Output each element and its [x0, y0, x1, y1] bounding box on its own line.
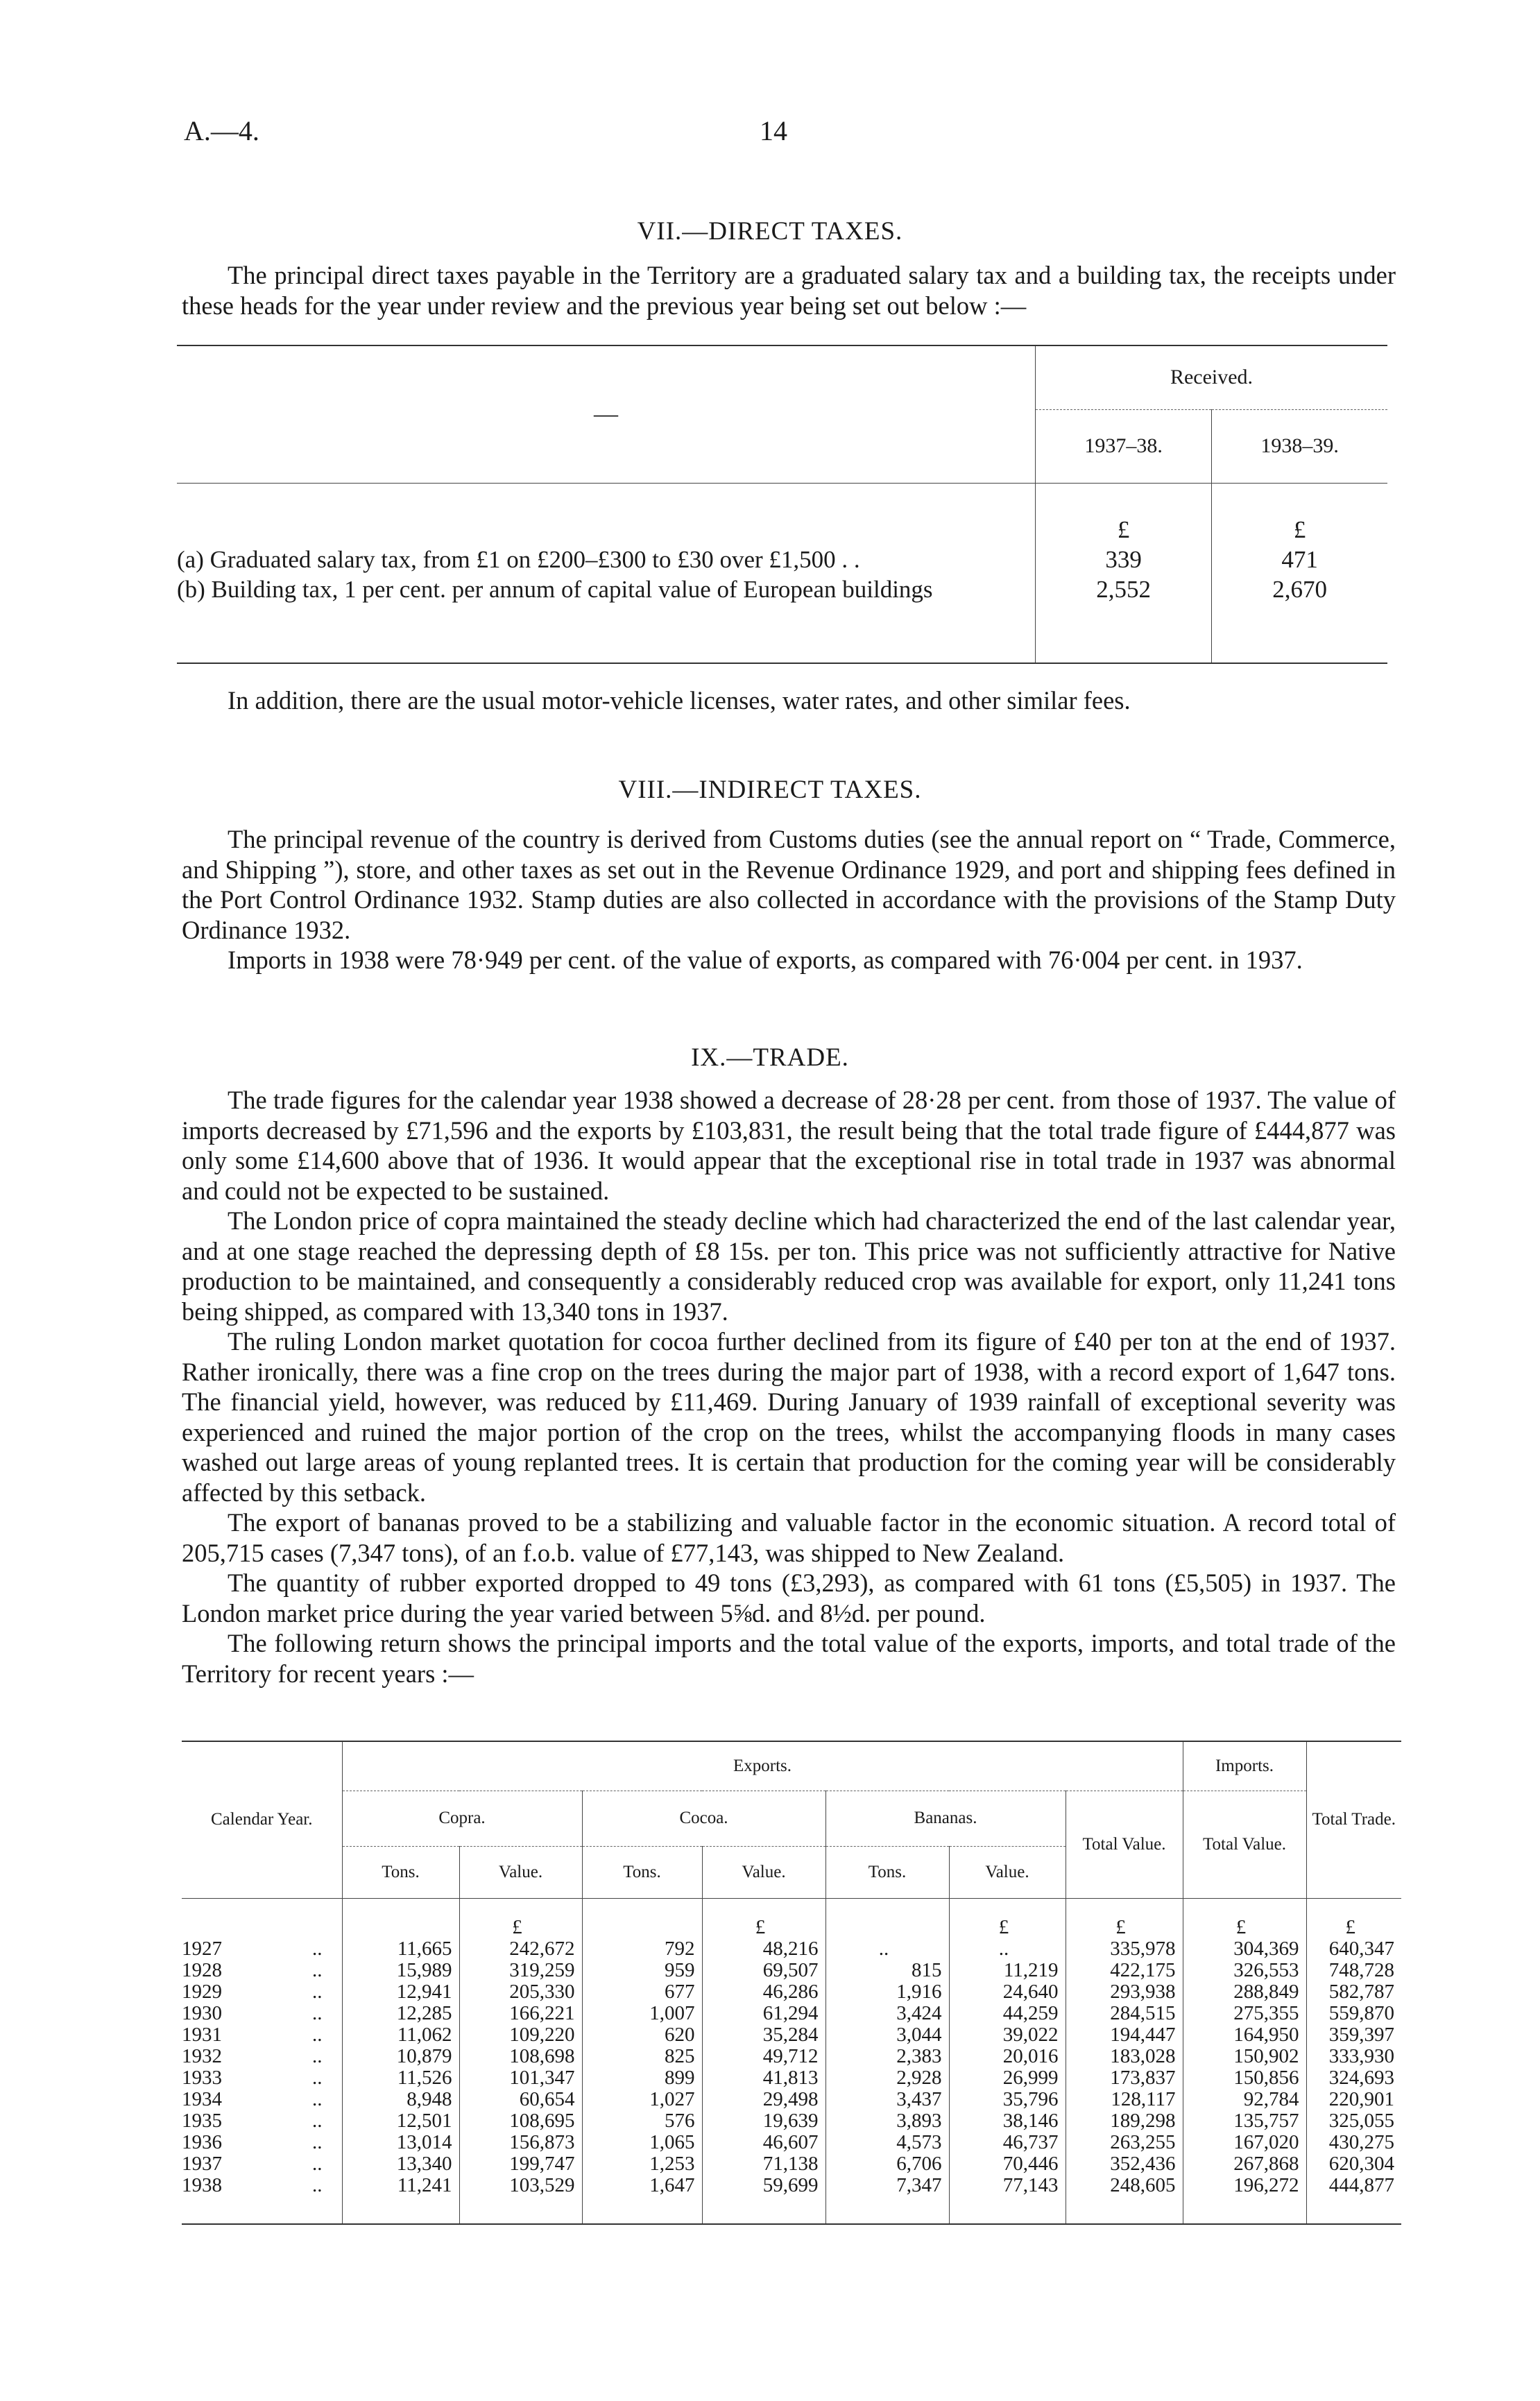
leader-dots: ..: [312, 1938, 323, 1960]
value-cell: 103,529: [459, 2175, 582, 2196]
received-header: Received.: [1036, 345, 1388, 409]
value-cell: 11,241: [342, 2175, 459, 2196]
value-cell: 24,640: [949, 1981, 1066, 2003]
value-cell: 194,447: [1066, 2024, 1183, 2046]
value-cell: 12,941: [342, 1981, 459, 2003]
value-cell: 15,989: [342, 1960, 459, 1981]
value-cell: 101,347: [459, 2067, 582, 2089]
value-cell: 620,304: [1306, 2153, 1401, 2175]
header-export-total-value: Total Value.: [1066, 1791, 1183, 1898]
header-imports-total-value: Total Value.: [1183, 1791, 1306, 1898]
value-cell: 2,383: [825, 2046, 949, 2067]
year: 1938: [182, 2174, 222, 2196]
currency-symbol: £: [1066, 1898, 1183, 1938]
value-cell: 46,607: [702, 2132, 825, 2153]
value-cell: ..: [949, 1938, 1066, 1960]
header-copra-tons: Tons.: [342, 1846, 459, 1898]
currency-symbol: £: [1117, 515, 1130, 543]
value-cell: 26,999: [949, 2067, 1066, 2089]
value-cell: 359,397: [1306, 2024, 1401, 2046]
empty-cell: [1306, 2196, 1401, 2224]
value-cell: 3,437: [825, 2089, 949, 2110]
table-row: [182, 2110, 1401, 2132]
empty-cell: [949, 2196, 1066, 2224]
value-cell: 422,175: [1066, 1960, 1183, 1981]
value-cell: 248,605: [1066, 2175, 1183, 2196]
document-reference: A.—4.: [184, 115, 259, 146]
section-title-trade: IX.—TRADE.: [691, 1043, 849, 1072]
value-cell: 128,117: [1066, 2089, 1183, 2110]
value-cell: 2,928: [825, 2067, 949, 2089]
currency-row: [182, 1898, 1401, 1938]
tax-row-label: (a) Graduated salary tax, from £1 on £200–£300 to £30 over £1,500 . .: [177, 545, 860, 573]
value-cell: 189,298: [1066, 2110, 1183, 2132]
value-cell: 38,146: [949, 2110, 1066, 2132]
table-row: [182, 2175, 1401, 2196]
value-cell: 559,870: [1306, 2003, 1401, 2024]
leader-dots: ..: [312, 2131, 323, 2153]
value-cell: 1,007: [582, 2003, 702, 2024]
header-calendar-year: Calendar Year.: [182, 1741, 342, 1898]
header-copra-value: Value.: [459, 1846, 582, 1898]
value-cell: 825: [582, 2046, 702, 2067]
value-cell: 325,055: [1306, 2110, 1401, 2132]
value-cell: 275,355: [1183, 2003, 1306, 2024]
value-cell: 46,286: [702, 1981, 825, 2003]
value: 2,670: [1272, 575, 1328, 603]
tax-labels: [177, 483, 1036, 663]
value-cell: 70,446: [949, 2153, 1066, 2175]
header-bananas-tons: Tons.: [825, 1846, 949, 1898]
value-cell: 35,284: [702, 2024, 825, 2046]
value-cell: 167,020: [1183, 2132, 1306, 2153]
year: 1937: [182, 2153, 222, 2175]
value-cell: 109,220: [459, 2024, 582, 2046]
leader-dots: ..: [312, 1981, 323, 2003]
value-cell: 11,526: [342, 2067, 459, 2089]
indirect-taxes-body: [182, 824, 1396, 975]
header-dash: —: [594, 400, 618, 428]
empty-cell: [1183, 2196, 1306, 2224]
value: 339: [1105, 545, 1142, 573]
value-cell: 620: [582, 2024, 702, 2046]
direct-taxes-note: [182, 685, 1396, 716]
value-cell: 3,893: [825, 2110, 949, 2132]
value-cell: 7,347: [825, 2175, 949, 2196]
header-cocoa-tons: Tons.: [582, 1846, 702, 1898]
value-cell: 166,221: [459, 2003, 582, 2024]
value-cell: 1,916: [825, 1981, 949, 2003]
value-cell: 324,693: [1306, 2067, 1401, 2089]
value-cell: 108,695: [459, 2110, 582, 2132]
value-cell: 1,253: [582, 2153, 702, 2175]
year-cell: [182, 1960, 342, 1981]
col-1937-38: 1937–38.: [1036, 409, 1212, 483]
value-cell: 748,728: [1306, 1960, 1401, 1981]
year-cell: [182, 1981, 342, 2003]
paragraph: The quantity of rubber exported dropped to 49 tons (£3,293), as compared with 61 tons (£5,505) in 1937. The London market price during the year varied between 5⅝d. and 8½d. per pound.: [182, 1569, 1396, 1627]
value-cell: 263,255: [1066, 2132, 1183, 2153]
table-row: [182, 2046, 1401, 2067]
value-cell: 12,285: [342, 2003, 459, 2024]
value-cell: 267,868: [1183, 2153, 1306, 2175]
value-cell: 284,515: [1066, 2003, 1183, 2024]
value-cell: 29,498: [702, 2089, 825, 2110]
leader-dots: ..: [312, 2067, 323, 2089]
table-row: [182, 2132, 1401, 2153]
value-cell: 59,699: [702, 2175, 825, 2196]
paragraph: The principal direct taxes payable in the Territory are a graduated salary tax and a building tax, the receipts under these heads for the year under review and the previous year being set out below :—: [182, 261, 1396, 320]
paragraph: The export of bananas proved to be a stabilizing and valuable factor in the economic situation. A record total of 205,715 cases (7,347 tons), of an f.o.b. value of £77,143, was shipped to New Zealand.: [182, 1508, 1396, 1567]
table-row: [182, 2003, 1401, 2024]
trade-body: [182, 1085, 1396, 1689]
value-cell: ..: [825, 1938, 949, 1960]
value-cell: 1,027: [582, 2089, 702, 2110]
header-imports: Imports.: [1183, 1741, 1306, 1791]
tax-row-label: (b) Building tax, 1 per cent. per annum of capital value of European buildings: [177, 575, 933, 603]
value-cell: 49,712: [702, 2046, 825, 2067]
paragraph: In addition, there are the usual motor-vehicle licenses, water rates, and other similar fees.: [228, 686, 1131, 715]
value-cell: 815: [825, 1960, 949, 1981]
value-cell: 1,065: [582, 2132, 702, 2153]
table-row: [182, 2067, 1401, 2089]
value-cell: 69,507: [702, 1960, 825, 1981]
value-cell: 39,022: [949, 2024, 1066, 2046]
header-cocoa-value: Value.: [702, 1846, 825, 1898]
value: 2,552: [1096, 575, 1152, 603]
currency-symbol: £: [949, 1898, 1066, 1938]
section-title-direct-taxes: VII.—DIRECT TAXES.: [637, 217, 903, 246]
leader-dots: ..: [312, 2110, 323, 2132]
value-cell: 173,837: [1066, 2067, 1183, 2089]
value-cell: 677: [582, 1981, 702, 2003]
value-cell: 12,501: [342, 2110, 459, 2132]
header-cocoa: Cocoa.: [582, 1791, 825, 1846]
year-cell: [182, 2003, 342, 2024]
value-cell: 10,879: [342, 2046, 459, 2067]
empty-cell: [702, 2196, 825, 2224]
year-cell: [182, 2132, 342, 2153]
year-cell: [182, 2089, 342, 2110]
value-cell: 199,747: [459, 2153, 582, 2175]
value-cell: 582,787: [1306, 1981, 1401, 2003]
value-cell: 319,259: [459, 1960, 582, 1981]
value-cell: 46,737: [949, 2132, 1066, 2153]
value-cell: 335,978: [1066, 1938, 1183, 1960]
value-cell: 304,369: [1183, 1938, 1306, 1960]
value-cell: 13,014: [342, 2132, 459, 2153]
year: 1934: [182, 2088, 222, 2110]
leader-dots: ..: [312, 2088, 323, 2110]
year: 1930: [182, 2002, 222, 2024]
value-cell: 242,672: [459, 1938, 582, 1960]
value-cell: 3,044: [825, 2024, 949, 2046]
value-cell: 899: [582, 2067, 702, 2089]
currency-symbol: £: [459, 1898, 582, 1938]
currency-symbol: £: [1306, 1898, 1401, 1938]
value-cell: 333,930: [1306, 2046, 1401, 2067]
leader-dots: ..: [312, 2174, 323, 2196]
value-cell: 92,784: [1183, 2089, 1306, 2110]
year-cell: [182, 1938, 342, 1960]
empty-cell: [342, 2196, 459, 2224]
value-cell: 293,938: [1066, 1981, 1183, 2003]
trade-table: [182, 1741, 1401, 2225]
table-row: [182, 1960, 1401, 1981]
value-cell: 6,706: [825, 2153, 949, 2175]
value-cell: 77,143: [949, 2175, 1066, 2196]
value-cell: 640,347: [1306, 1938, 1401, 1960]
value-cell: 183,028: [1066, 2046, 1183, 2067]
value-cell: 1,647: [582, 2175, 702, 2196]
value-cell: 8,948: [342, 2089, 459, 2110]
header-total-trade: Total Trade.: [1306, 1741, 1401, 1898]
table-row: [182, 2089, 1401, 2110]
year: 1928: [182, 1959, 222, 1981]
value-cell: 11,665: [342, 1938, 459, 1960]
paragraph: The ruling London market quotation for cocoa further declined from its figure of £40 per ton at the end of 1937. Rather ironically, there was a fine crop on the trees during the major part of 1938, with a record export of 1,647 tons. The financial yield, however, was reduced by £11,469. During January of 1939 rainfall of exceptional severity was experienced and ruined the major portion of the crop on the trees, whilst the accompanying floods in many cases washed out large areas of young replanted trees. It is certain that production for the coming year will be considerably affected by this setback.: [182, 1327, 1396, 1507]
value-cell: 326,553: [1183, 1960, 1306, 1981]
empty-cell: [825, 1898, 949, 1938]
empty-cell: [182, 1898, 342, 1938]
empty-cell: [582, 2196, 702, 2224]
year: 1935: [182, 2110, 222, 2132]
value-cell: 150,856: [1183, 2067, 1306, 2089]
leader-dots: ..: [312, 2024, 323, 2046]
header-exports: Exports.: [342, 1741, 1183, 1791]
empty-cell: [182, 2196, 342, 2224]
value-cell: 20,016: [949, 2046, 1066, 2067]
value-cell: 108,698: [459, 2046, 582, 2067]
value-cell: 220,901: [1306, 2089, 1401, 2110]
value-cell: 196,272: [1183, 2175, 1306, 2196]
value: 471: [1281, 545, 1318, 573]
paragraph: The following return shows the principal imports and the total value of the exports, imports, and total trade of the Territory for recent years :—: [182, 1629, 1396, 1688]
header-bananas: Bananas.: [825, 1791, 1066, 1846]
value-cell: 959: [582, 1960, 702, 1981]
currency-symbol: £: [702, 1898, 825, 1938]
value-cell: 11,062: [342, 2024, 459, 2046]
year-cell: [182, 2175, 342, 2196]
value-cell: 205,330: [459, 1981, 582, 2003]
year: 1929: [182, 1981, 222, 2003]
value-cell: 576: [582, 2110, 702, 2132]
direct-taxes-intro: [182, 260, 1396, 321]
year-cell: [182, 2110, 342, 2132]
value-cell: 35,796: [949, 2089, 1066, 2110]
value-cell: 3,424: [825, 2003, 949, 2024]
year: 1936: [182, 2131, 222, 2153]
value-cell: 60,654: [459, 2089, 582, 2110]
year-cell: [182, 2024, 342, 2046]
value-cell: 41,813: [702, 2067, 825, 2089]
value-cell: 150,902: [1183, 2046, 1306, 2067]
value-cell: 13,340: [342, 2153, 459, 2175]
value-cell: 11,219: [949, 1960, 1066, 1981]
header-bananas-value: Value.: [949, 1846, 1066, 1898]
paragraph: The principal revenue of the country is derived from Customs duties (see the annual report on “ Trade, Commerce, and Shipping ”), store, and other taxes as set out in the Revenue Ordinance 1929, and port and shipping fees defined in the Port Control Ordinance 1932. Stamp duties are also collected in accordance with the provisions of the Stamp Duty Ordinance 1932.: [182, 825, 1396, 944]
value-cell: 71,138: [702, 2153, 825, 2175]
empty-cell: [342, 1898, 459, 1938]
leader-dots: ..: [312, 1959, 323, 1981]
table-row: [182, 1938, 1401, 1960]
value-cell: 444,877: [1306, 2175, 1401, 2196]
paragraph: The trade figures for the calendar year 1938 showed a decrease of 28·28 per cent. from those of 1937. The value of imports decreased by £71,596 and the exports by £103,831, the result being that the total trade figure of £444,877 was only some £14,600 above that of 1936. It would appear that the exceptional rise in total trade in 1937 was abnormal and could not be expected to be sustained.: [182, 1086, 1396, 1205]
direct-taxes-table: [177, 345, 1387, 664]
currency-symbol: £: [1183, 1898, 1306, 1938]
empty-cell: [582, 1898, 702, 1938]
values-1938-39: [1212, 483, 1387, 663]
value-cell: 288,849: [1183, 1981, 1306, 2003]
table-row: [182, 2024, 1401, 2046]
col-1938-39: 1938–39.: [1212, 409, 1387, 483]
leader-dots: ..: [312, 2002, 323, 2024]
paragraph: Imports in 1938 were 78·949 per cent. of the value of exports, as compared with 76·004 per cent. in 1937.: [228, 946, 1303, 974]
year: 1933: [182, 2067, 222, 2089]
value-cell: 61,294: [702, 2003, 825, 2024]
value-cell: 19,639: [702, 2110, 825, 2132]
value-cell: 135,757: [1183, 2110, 1306, 2132]
year: 1932: [182, 2045, 222, 2067]
page-number: 14: [760, 115, 787, 146]
value-cell: 430,275: [1306, 2132, 1401, 2153]
value-cell: 164,950: [1183, 2024, 1306, 2046]
table-row: [182, 2153, 1401, 2175]
year-cell: [182, 2067, 342, 2089]
leader-dots: ..: [312, 2153, 323, 2175]
year: 1931: [182, 2024, 222, 2046]
value-cell: 4,573: [825, 2132, 949, 2153]
spacer-row: [182, 2196, 1401, 2224]
year: 1927: [182, 1938, 222, 1960]
empty-cell: [825, 2196, 949, 2224]
year-cell: [182, 2046, 342, 2067]
empty-cell: [459, 2196, 582, 2224]
section-title-indirect-taxes: VIII.—INDIRECT TAXES.: [618, 776, 922, 804]
currency-symbol: £: [1293, 515, 1306, 543]
year-cell: [182, 2153, 342, 2175]
leader-dots: ..: [312, 2045, 323, 2067]
empty-cell: [1066, 2196, 1183, 2224]
value-cell: 156,873: [459, 2132, 582, 2153]
values-1937-38: [1036, 483, 1212, 663]
header-copra: Copra.: [342, 1791, 582, 1846]
value-cell: 792: [582, 1938, 702, 1960]
value-cell: 352,436: [1066, 2153, 1183, 2175]
value-cell: 44,259: [949, 2003, 1066, 2024]
value-cell: 48,216: [702, 1938, 825, 1960]
table-row: [182, 1981, 1401, 2003]
paragraph: The London price of copra maintained the steady decline which had characterized the end of the last calendar year, and at one stage reached the depressing depth of £8 15s. per ton. This price was not sufficiently attractive for Native production to be maintained, and consequently a considerably reduced crop was available for export, only 11,241 tons being shipped, as compared with 13,340 tons in 1937.: [182, 1206, 1396, 1326]
